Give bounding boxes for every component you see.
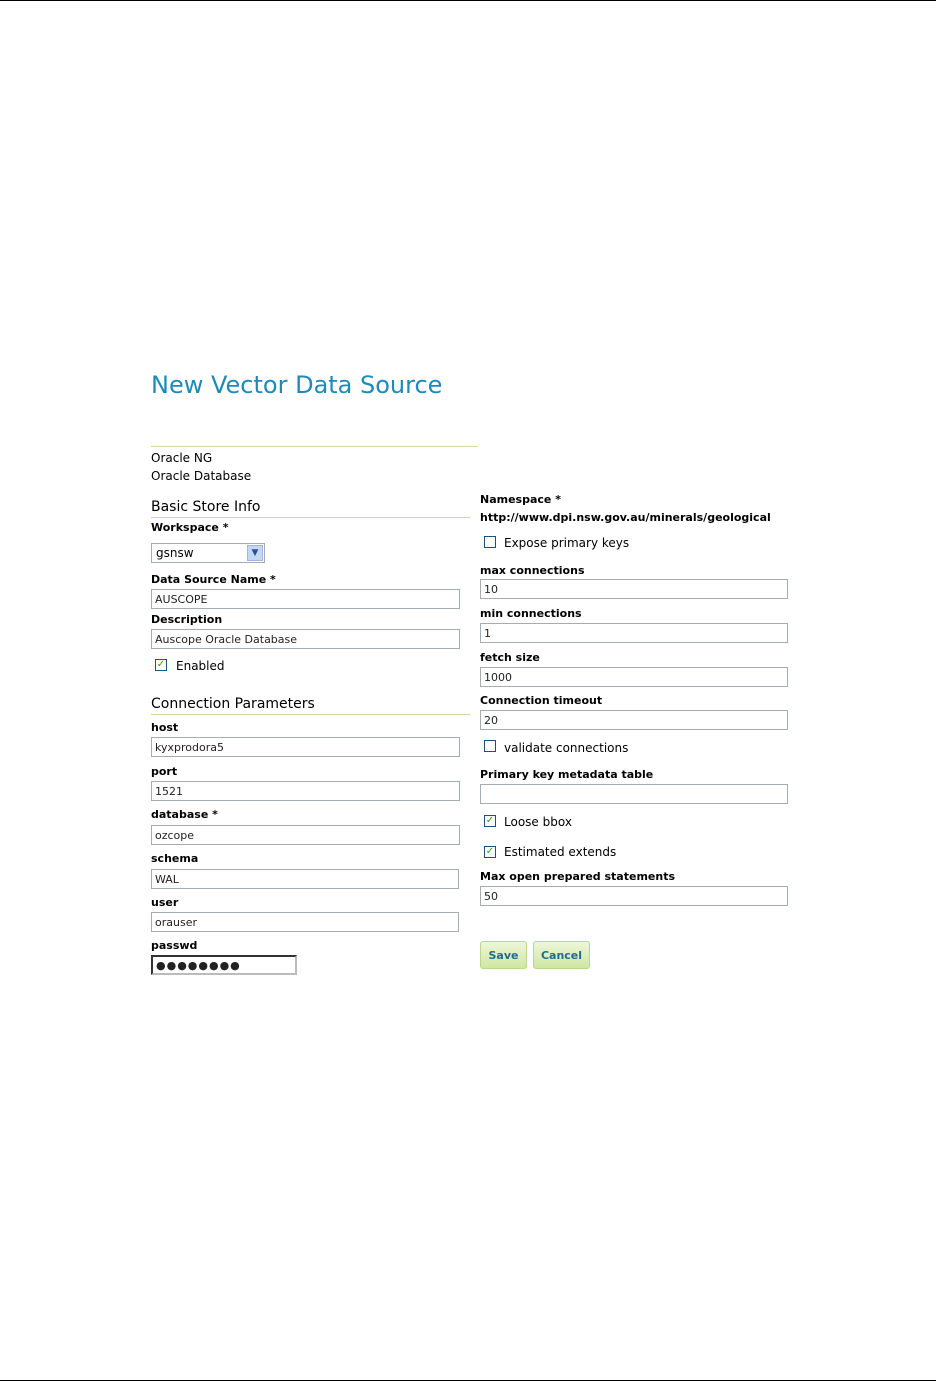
page-bottom-rule <box>0 1380 936 1381</box>
estimated-extends-label: Estimated extends <box>504 845 617 859</box>
min-connections-label: min connections <box>480 607 582 620</box>
max-connections-label: max connections <box>480 564 585 577</box>
connection-timeout-input[interactable]: 20 <box>480 710 788 730</box>
expose-primary-keys-label: Expose primary keys <box>504 536 630 550</box>
loose-bbox-checkbox[interactable]: ✓ <box>485 815 495 826</box>
description-input[interactable]: Auscope Oracle Database <box>151 629 460 649</box>
validate-connections-label: validate connections <box>504 741 629 755</box>
basic-store-info-divider <box>151 517 470 518</box>
enabled-checkbox[interactable]: ✓ <box>156 659 166 670</box>
data-source-name-label: Data Source Name * <box>151 573 276 586</box>
namespace-value: http://www.dpi.nsw.gov.au/minerals/geological <box>480 511 771 524</box>
expose-primary-keys-checkbox[interactable] <box>484 536 496 548</box>
namespace-label: Namespace * <box>480 493 561 506</box>
chevron-down-icon[interactable]: ▼ <box>247 545 263 561</box>
max-connections-input[interactable]: 10 <box>480 579 788 599</box>
description-label: Description <box>151 613 223 626</box>
store-type-divider <box>151 446 478 447</box>
schema-input[interactable]: WAL <box>151 869 459 889</box>
port-label: port <box>151 765 178 778</box>
page-title: New Vector Data Source <box>151 371 443 399</box>
schema-label: schema <box>151 852 199 865</box>
host-input[interactable]: kyxprodora5 <box>151 737 460 757</box>
max-open-prepared-statements-label: Max open prepared statements <box>480 870 675 883</box>
store-type: Oracle NG <box>151 451 213 465</box>
validate-connections-checkbox[interactable] <box>484 740 496 752</box>
fetch-size-label: fetch size <box>480 651 540 664</box>
page-top-rule <box>0 0 936 1</box>
min-connections-input[interactable]: 1 <box>480 623 788 643</box>
host-label: host <box>151 721 179 734</box>
max-open-prepared-statements-input[interactable]: 50 <box>480 886 788 906</box>
user-input[interactable]: orauser <box>151 912 459 932</box>
workspace-select[interactable] <box>151 543 265 563</box>
user-label: user <box>151 896 179 909</box>
port-input[interactable]: 1521 <box>151 781 460 801</box>
loose-bbox-label: Loose bbox <box>504 815 572 829</box>
store-type-description: Oracle Database <box>151 469 252 483</box>
estimated-extends-checkbox[interactable]: ✓ <box>485 846 495 857</box>
connection-timeout-label: Connection timeout <box>480 694 603 707</box>
save-button[interactable]: Save <box>480 941 527 969</box>
workspace-select-value: gsnsw <box>156 546 194 560</box>
database-label: database * <box>151 808 218 821</box>
connection-parameters-heading: Connection Parameters <box>151 696 315 712</box>
database-input[interactable]: ozcope <box>151 825 460 845</box>
primary-key-metadata-table-label: Primary key metadata table <box>480 768 654 781</box>
workspace-label: Workspace * <box>151 521 229 534</box>
basic-store-info-heading: Basic Store Info <box>151 499 261 515</box>
enabled-label: Enabled <box>176 659 225 673</box>
passwd-label: passwd <box>151 939 198 952</box>
cancel-button[interactable]: Cancel <box>533 941 590 969</box>
fetch-size-input[interactable]: 1000 <box>480 667 788 687</box>
primary-key-metadata-table-input[interactable] <box>480 784 788 804</box>
connection-parameters-divider <box>151 714 470 715</box>
passwd-input[interactable]: ●●●●●●●● <box>151 955 297 975</box>
data-source-name-input[interactable]: AUSCOPE <box>151 589 460 609</box>
